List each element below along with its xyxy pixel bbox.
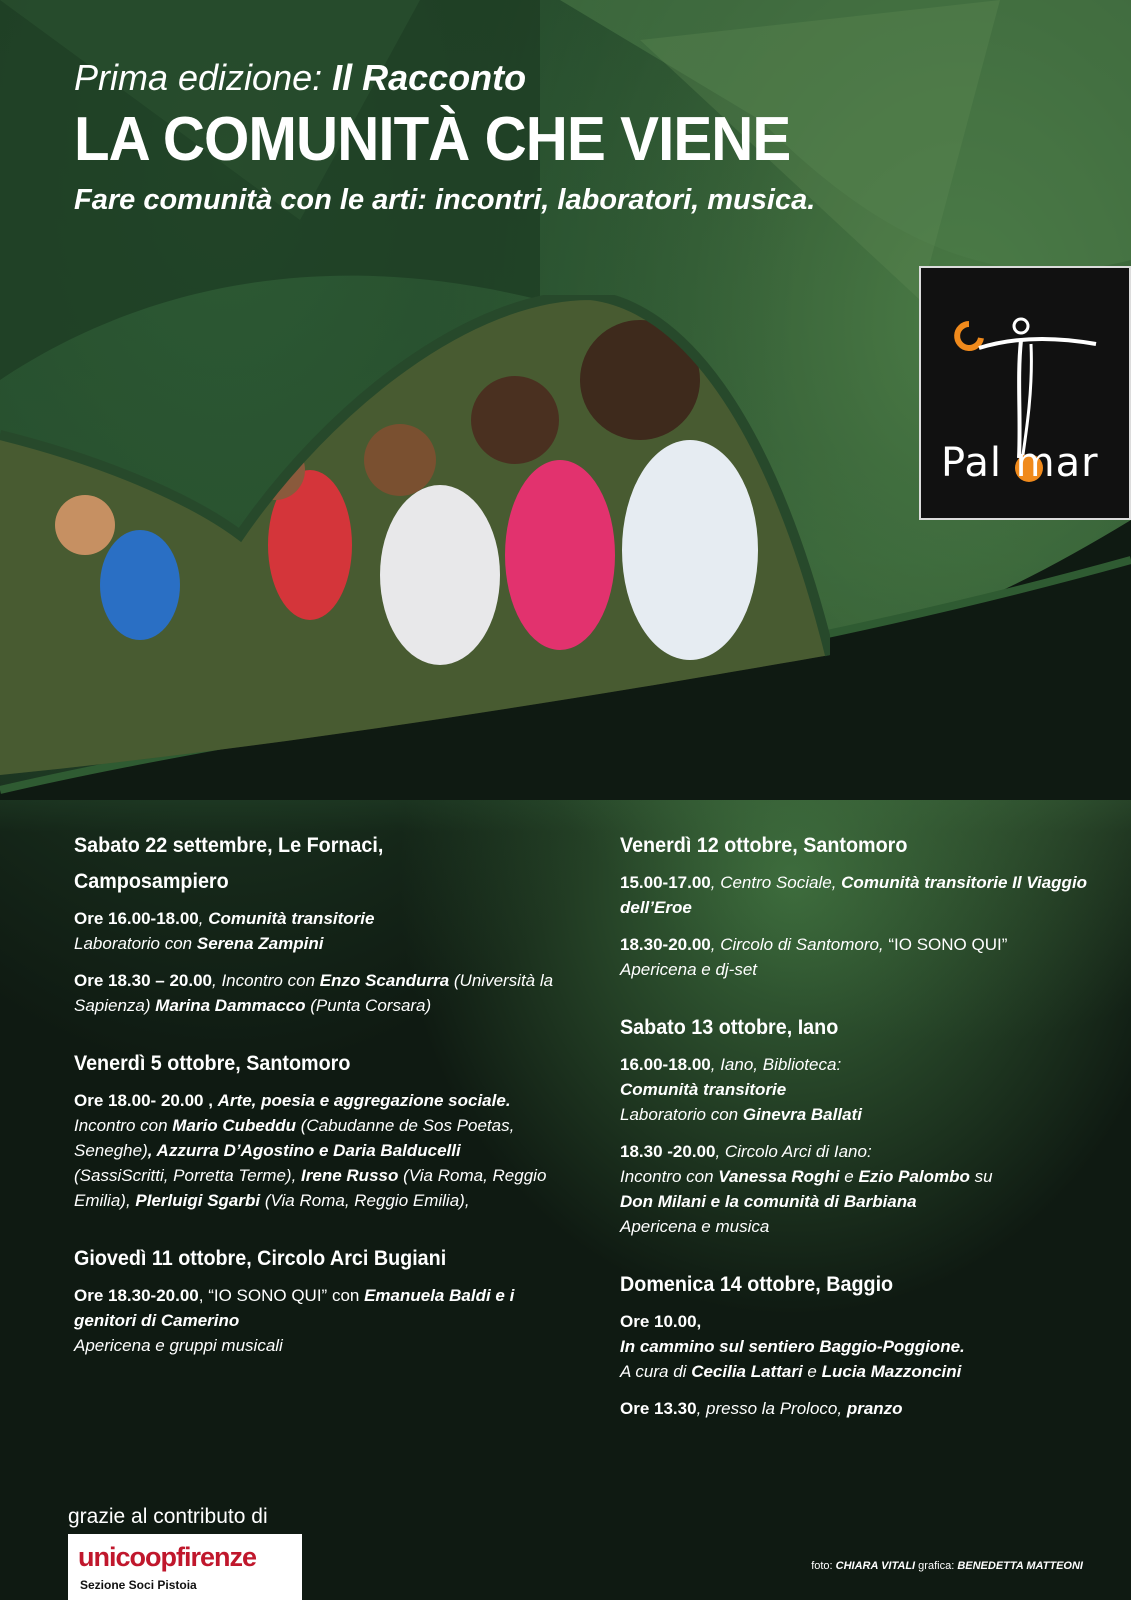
event-text: con [327, 1286, 365, 1305]
graphics-credit-name: BENEDETTA MATTEONI [957, 1560, 1083, 1572]
event-text: Comunità transitorie [208, 909, 375, 928]
event-text: , [198, 1286, 209, 1305]
event-block [620, 828, 1090, 982]
thanks-text: grazie al contributo di [68, 1505, 268, 1528]
event-text: (Cabudanne de Sos Poetas, Seneghe) [74, 1116, 515, 1160]
event-text: Don Milani e la comunità di Barbiana [620, 1192, 917, 1211]
event-text: Ginevra Ballati [742, 1105, 862, 1124]
event-item [620, 870, 1090, 920]
event-text: su [969, 1167, 993, 1186]
edition-name: Il Racconto [332, 57, 527, 98]
event-text: Emanuela Baldi e i genitori di Camerino [74, 1286, 515, 1330]
event-item [620, 932, 1090, 982]
event-block [74, 1046, 554, 1213]
event-text: Marina Dammacco [155, 996, 306, 1015]
event-text: pranzo [846, 1399, 903, 1418]
event-text: 15.00-17.00 [620, 873, 711, 892]
logo-text: Pal mar [941, 440, 1099, 486]
children-photo [0, 295, 830, 790]
event-text: A cura di [620, 1362, 692, 1381]
event-text: 16.00-18.00 [620, 1055, 711, 1074]
event-block [74, 1241, 554, 1358]
event-text: “IO SONO QUI” [888, 935, 1008, 954]
event-text: Ore 18.30 – 20.00 [74, 971, 213, 990]
event-text: Apericena e musica [620, 1217, 770, 1236]
event-text: , [203, 1091, 218, 1110]
event-block [74, 828, 554, 1018]
event-item [620, 1052, 1090, 1127]
event-text: Serena Zampini [196, 934, 324, 953]
event-block [620, 1010, 1090, 1239]
event-text: Lucia Mazzoncini [821, 1362, 962, 1381]
header [74, 56, 954, 220]
event-heading: Sabato 22 settembre, Le Fornaci, Camposampiero [74, 834, 384, 893]
event-text: Arte, poesia e aggregazione sociale. [217, 1091, 511, 1110]
event-item [74, 968, 554, 1018]
photo-credit-name: CHIARA VITALI [835, 1560, 916, 1572]
event-text: , [198, 909, 209, 928]
event-text: , Centro Sociale, [710, 873, 842, 892]
event-heading: Giovedì 11 ottobre, Circolo Arci Bugiani [74, 1247, 447, 1270]
event-text: Comunità transitorie Il Viaggio dell’Eroe [620, 873, 1088, 917]
event-text: Irene Russo [301, 1166, 399, 1185]
event-text: (Università la Sapienza) [74, 971, 554, 1015]
event-item [74, 1283, 554, 1358]
event-text: Ezio Palombo [858, 1167, 970, 1186]
sponsor-subtitle: Sezione Soci Pistoia [80, 1578, 197, 1592]
event-text: In cammino sul sentiero Baggio-Poggione. [620, 1337, 965, 1356]
event-heading: Venerdì 12 ottobre, Santomoro [620, 834, 908, 857]
event-text: , Circolo Arci di Iano: [715, 1142, 872, 1161]
event-text: , Azzurra D’Agostino e Daria Balducelli [147, 1141, 461, 1160]
event-text: , Incontro con [212, 971, 320, 990]
event-text: 18.30-20.00 [620, 935, 711, 954]
event-text: e [839, 1167, 859, 1186]
credits [811, 1560, 1083, 1572]
event-item [620, 1396, 1090, 1421]
event-text: Enzo Scandurra [319, 971, 450, 990]
page-subtitle: Fare comunità con le arti: incontri, laboratori, musica. [74, 184, 816, 216]
event-text: (SassiScritti, Porretta Terme), [74, 1166, 302, 1185]
event-text: Ore 18.00- 20.00 [74, 1091, 204, 1110]
event-text: e [802, 1362, 822, 1381]
event-item [620, 1139, 1090, 1239]
event-text: (Via Roma, Reggio Emilia), [260, 1191, 470, 1210]
event-text: Incontro con [620, 1167, 719, 1186]
photo-credit-label: foto: [811, 1560, 836, 1572]
sponsor-logo [68, 1534, 302, 1600]
event-item [74, 906, 554, 956]
event-text: Cecilia Lattari [691, 1362, 803, 1381]
event-text: Apericena e dj-set [620, 960, 758, 979]
event-text: , Circolo di Santomoro, [710, 935, 889, 954]
program-right-column [620, 828, 1090, 1449]
event-heading: Sabato 13 ottobre, Iano [620, 1016, 839, 1039]
event-text: Laboratorio con [620, 1105, 743, 1124]
event-text: “IO SONO QUI” [208, 1286, 328, 1305]
event-text: Mario Cubeddu [172, 1116, 296, 1135]
event-text: Ore 13.30 [620, 1399, 697, 1418]
event-text: (Punta Corsara) [305, 996, 432, 1015]
palomar-logo [919, 266, 1131, 520]
event-text: 18.30 -20.00 [620, 1142, 716, 1161]
event-item [74, 1088, 554, 1213]
event-heading: Domenica 14 ottobre, Baggio [620, 1273, 894, 1296]
event-text: (Via Roma, Reggio Emilia), [74, 1166, 547, 1210]
page-title: LA COMUNITÀ CHE VIENE [74, 105, 791, 174]
event-text: , presso la Proloco, [696, 1399, 847, 1418]
event-text: Ore 16.00-18.00 [74, 909, 199, 928]
graphics-credit-label: grafica: [915, 1560, 958, 1572]
program-left-column [74, 828, 554, 1386]
event-text: Vanessa Roghi [718, 1167, 840, 1186]
event-text: Ore 10.00, [620, 1312, 702, 1331]
event-text: Laboratorio con [74, 934, 197, 953]
event-text: PIerluigi Sgarbi [135, 1191, 261, 1210]
event-item [620, 1309, 1090, 1384]
event-heading: Venerdì 5 ottobre, Santomoro [74, 1052, 351, 1075]
event-block [620, 1267, 1090, 1421]
sponsor-name: unicoopfirenze [78, 1542, 257, 1572]
event-text: Comunità transitorie [620, 1080, 787, 1099]
event-text: , Iano, Biblioteca: [710, 1055, 842, 1074]
event-text: Apericena e gruppi musicali [74, 1336, 283, 1355]
edition-prefix: Prima edizione: [74, 57, 333, 98]
edition-line [74, 56, 954, 100]
event-text: Incontro con [74, 1116, 173, 1135]
event-text: Ore 18.30-20.00 [74, 1286, 199, 1305]
